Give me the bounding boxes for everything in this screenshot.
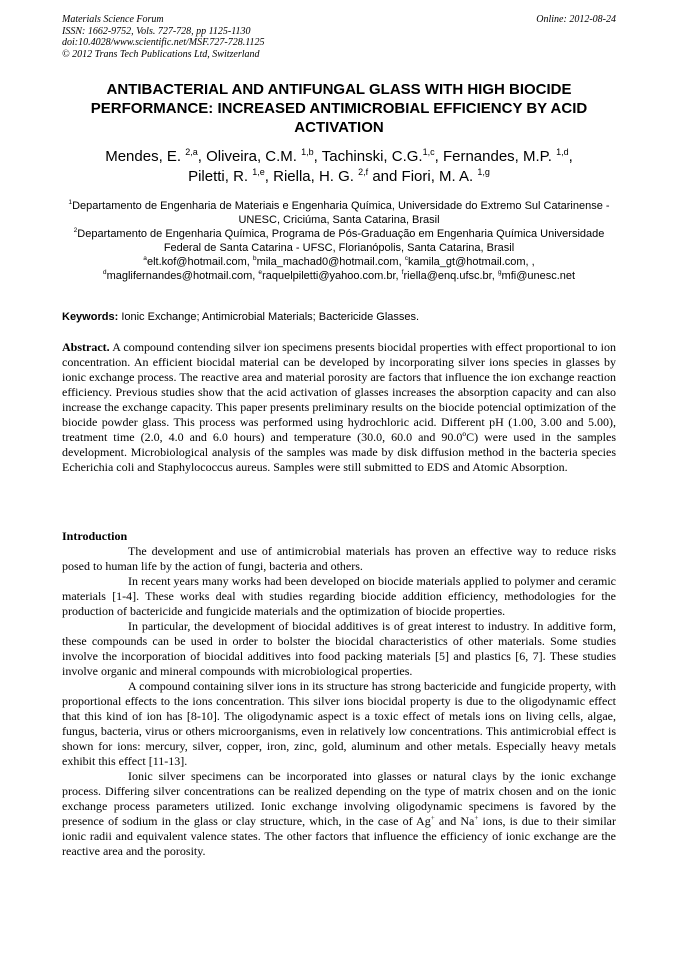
email-sep: , xyxy=(491,270,498,282)
intro-paragraph: In recent years many works had been developed on biocide materials applied to polymer and ceramic materials [1-4]. These works deal with studies regarding biocide addition efficiency, methodologies for the production of bactericide and fungicide materials and the optimization of biocide properties. xyxy=(62,574,616,618)
online-date: Online: 2012-08-24 xyxy=(536,14,616,25)
intro-text: ions, is due to their similar ionic radii and equivalent valence states. The other factors that influence the efficiency of ionic exchange are the reactive area and the porosity. xyxy=(62,814,616,858)
author-sep: , xyxy=(313,148,322,165)
author-sup: 1,g xyxy=(477,166,490,177)
email-link[interactable]: mfi@unesc.net xyxy=(501,270,576,282)
abstract xyxy=(62,340,616,475)
author-sep: , xyxy=(568,148,573,165)
section-heading-introduction: Introduction xyxy=(62,529,128,543)
author-sep: , xyxy=(434,148,443,165)
author-name: Mendes, E. xyxy=(105,148,182,165)
intro-paragraph: In particular, the development of biocidal additives is of great interest to industry. In additive form, these compounds can be used in order to bolster the biocidal characteristics of other materials. Some studies involve the incorporation of biocidal additives into food packing materials [5] and plastics [6, 7]. These studies involve organic and mineral compounds with microbiological properties. xyxy=(62,619,616,678)
issn-line: ISSN: 1662-9752, Vols. 727-728, pp 1125-1130 xyxy=(62,25,251,37)
email-link[interactable]: raquelpiletti@yahoo.com.br xyxy=(262,270,396,282)
author-sup: 2,f xyxy=(358,166,369,177)
email-link[interactable]: elt.kof@hotmail.com xyxy=(146,256,247,268)
author-name: Fernandes, M.P. xyxy=(442,148,552,165)
paper-title: ANTIBACTERIAL AND ANTIFUNGAL GLASS WITH HIGH BIOCIDE PERFORMANCE: INCREASED ANTIMICROBIAL EFFICIENCY BY ACID ACTIVATION xyxy=(90,81,588,136)
journal-name: Materials Science Forum xyxy=(62,14,164,25)
affiliation-2 xyxy=(58,227,620,255)
ion-charge-sup: + xyxy=(430,813,435,822)
ion-charge-sup: + xyxy=(474,813,479,822)
intro-text: Ionic silver specimens can be incorporated into glasses or natural clays by the ionic exchange process. Differing silver concentrations can be realized depending on the type of matrix chosen and on the ionic exchange process parameters utilized. Ionic exchange involving oligodynamic specimens is favored by the presence of sodium in the glass or clay structure, which, in the case of Ag xyxy=(62,769,616,828)
email-link[interactable]: kamila_gt@hotmail.com xyxy=(408,256,526,268)
intro-paragraph: A compound containing silver ions in its structure has strong bactericide and fungicide property, with proportional effects to the ions concentration. This silver ions biocidal property is due to the oligodynamic effect that this kind of ion has [8-10]. The oligodynamic aspect is a toxic effect of metals ions on living cells, algae, fungus, bacteria, virus or others microorganisms, even in relatively low concentrations. This antimicrobial effect is shown for ions: mercury, silver, copper, iron, zinc, gold, aluminum and other metals. Especially heavy metals exhibit this effect [11-13]. xyxy=(62,679,616,768)
affiliation-1 xyxy=(58,199,620,227)
email-sup: e xyxy=(258,269,263,277)
abstract-label: Abstract. xyxy=(62,340,110,354)
intro-text: and Na xyxy=(434,814,475,828)
keywords-label: Keywords: xyxy=(62,311,119,323)
email-sep: , xyxy=(398,256,405,268)
abstract-text: A compound contending silver ion specimens presents biocidal properties with effect proportional to ion concentration. An efficient biocidal material can be developed by incorporating silver ions species in glasses by ionic exchange process. The reactive area and material porosity are factors that influence the ion exchange reaction efficiency. Previous studies show that the acid activation of glasses increases the absorption capacity and can also increase the exchange capacity. This paper presents preliminary results on the biocide potencial optimization of the biocide powder glass. This process was performed using hydrochloric acid. Different pH (1.00, 3.00 and 5.00), treatment time (2.0, 4.0 and 6.0 hours) and temperature (30.0, 60.0 and 90.0ºC) were used in the samples development. Microbiological analysis of the samples was made by disk diffusion method in the bacteria species Echerichia coli and Staphylococcus aureus. Samples were still submitted to EDS and Atomic Absorption. xyxy=(62,340,616,474)
email-sep: , xyxy=(252,270,259,282)
email-sep: , , xyxy=(525,256,535,268)
author-sep: and xyxy=(368,168,402,185)
email-sup: a xyxy=(143,255,147,263)
email-sep: , xyxy=(246,256,253,268)
email-sup: c xyxy=(404,255,408,263)
affiliation-text: Departamento de Engenharia Química, Programa de Pós-Graduação em Engenharia Química Universidade Federal de Santa Catarina - UFSC, Florianópolis, Santa Catarina, Brasil xyxy=(77,228,605,254)
intro-paragraph xyxy=(62,769,616,859)
author-list xyxy=(62,147,616,187)
journal-header xyxy=(62,14,616,60)
author-name: Piletti, R. xyxy=(188,168,249,185)
intro-paragraph: The development and use of antimicrobial materials has proven an effective way to reduce risks posed to human life by the action of fungi, bacteria and others. xyxy=(62,544,616,573)
email-sup: b xyxy=(252,255,257,263)
email-sup: g xyxy=(497,269,502,277)
author-sup: 1,b xyxy=(301,146,314,157)
author-name: Oliveira, C.M. xyxy=(206,148,297,165)
email-sup: f xyxy=(401,269,404,277)
affiliation-text: Departamento de Engenharia de Materiais e Engenharia Química, Universidade do Extremo Sul Catarinense - UNESC, Criciúma, Santa Catarina, Brasil xyxy=(72,200,610,226)
author-sup: 1,d xyxy=(556,146,569,157)
email-sep: , xyxy=(395,270,402,282)
author-sup: 2,a xyxy=(185,146,198,157)
author-sup: 1,c xyxy=(422,146,435,157)
introduction-body xyxy=(62,544,616,859)
doi-line: doi:10.4028/www.scientific.net/MSF.727-728.1125 xyxy=(62,37,265,48)
author-sep: , xyxy=(264,168,274,185)
author-sep: , xyxy=(197,148,207,165)
keywords xyxy=(62,310,616,324)
email-link[interactable]: maglifernandes@hotmail.com xyxy=(106,270,253,282)
email-link[interactable]: mila_machad0@hotmail.com xyxy=(256,256,399,268)
author-sup: 1,e xyxy=(252,166,265,177)
author-name: Riella, H. G. xyxy=(273,168,354,185)
affiliation-sup: 1 xyxy=(68,199,73,207)
email-line xyxy=(58,255,620,269)
copyright-line: © 2012 Trans Tech Publications Ltd, Switzerland xyxy=(62,48,260,60)
keywords-text: Ionic Exchange; Antimicrobial Materials; Bactericide Glasses. xyxy=(121,311,420,323)
email-link[interactable]: riella@enq.ufsc.br xyxy=(403,270,492,282)
author-name: Fiori, M. A. xyxy=(401,168,474,185)
email-line xyxy=(58,269,620,283)
author-name: Tachinski, C.G. xyxy=(321,148,423,165)
email-sup: d xyxy=(102,269,107,277)
affiliations xyxy=(58,199,620,283)
affiliation-sup: 2 xyxy=(73,227,78,235)
